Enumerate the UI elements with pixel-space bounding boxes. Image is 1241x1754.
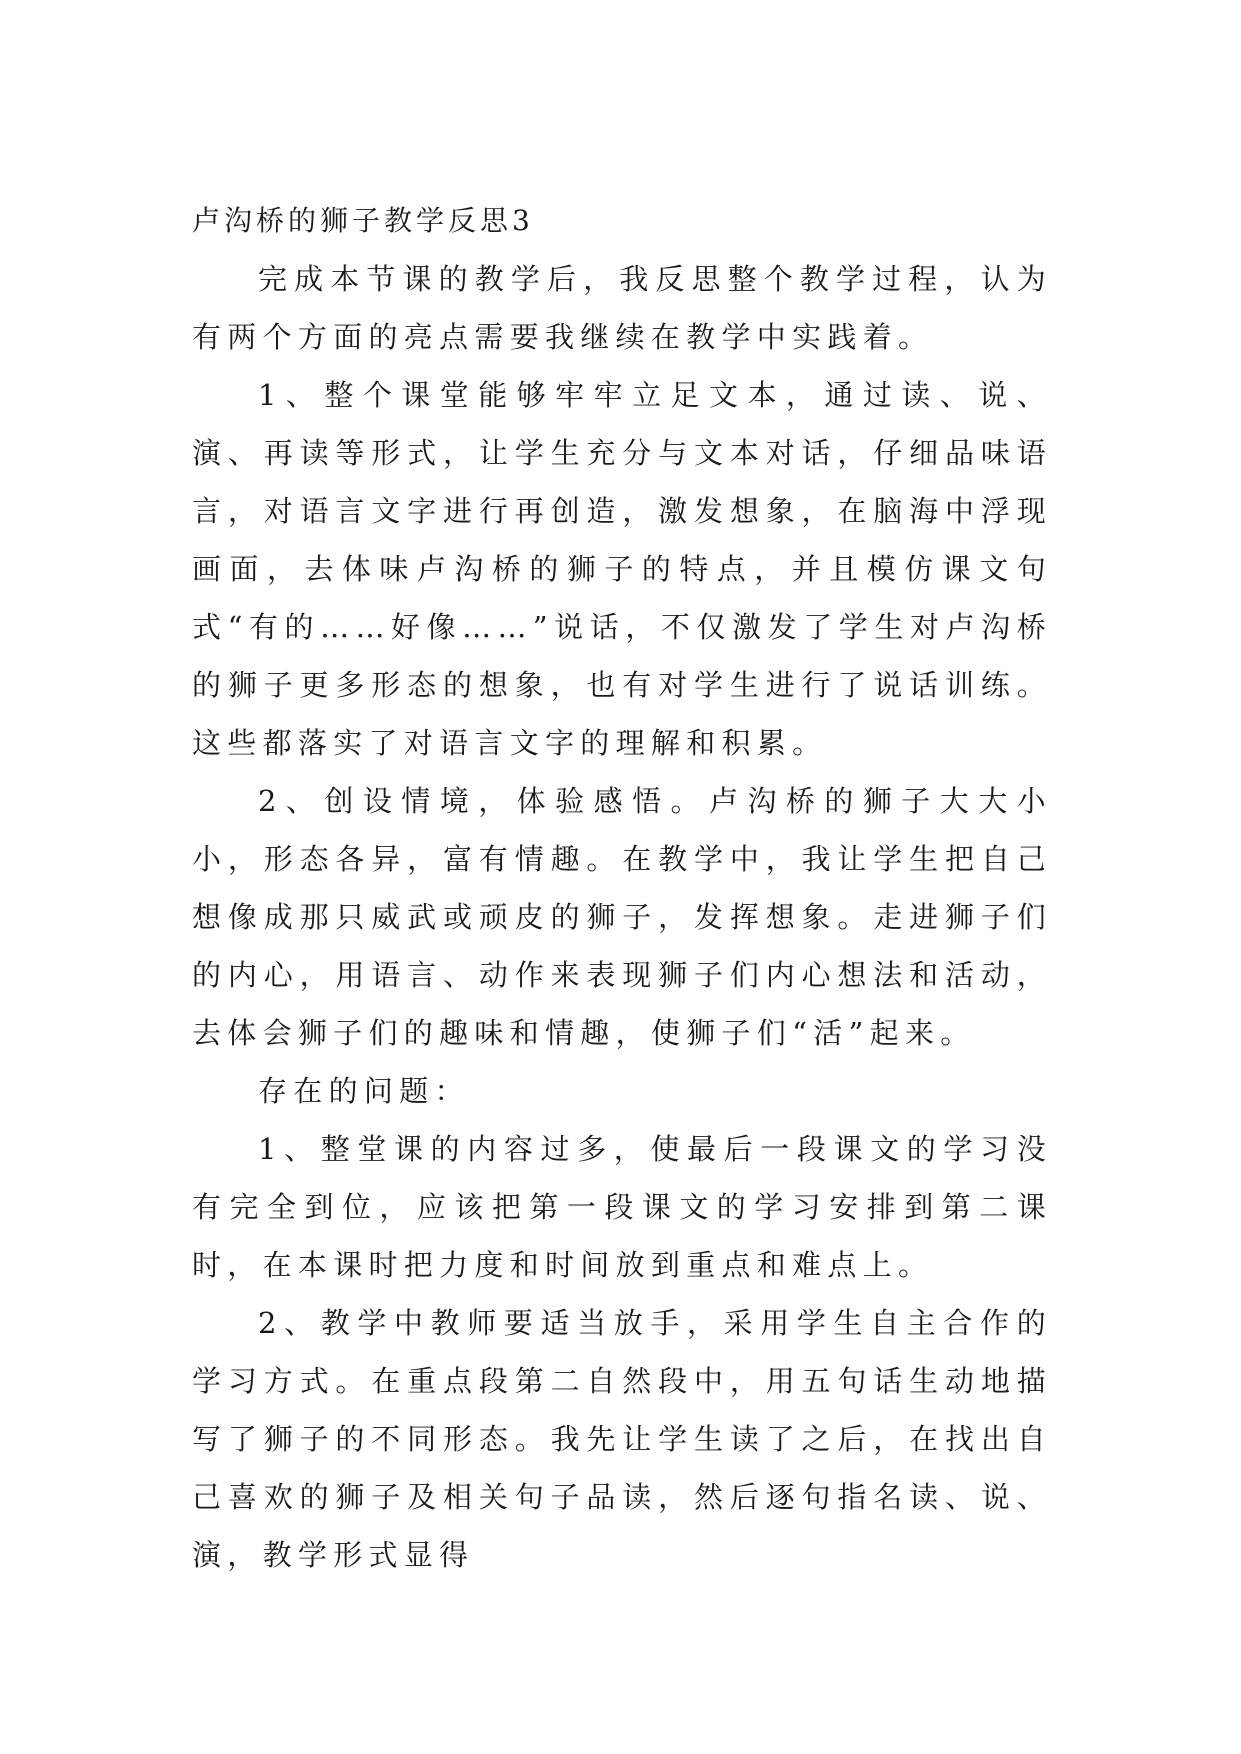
document-title: 卢沟桥的狮子教学反思3 (192, 204, 534, 237)
paragraph-point-1: 1、整个课堂能够牢牢立足文本，通过读、说、演、再读等形式，让学生充分与文本对话，仔细品味语言，对语言文字进行再创造，激发想象，在脑海中浮现画面，去体味卢沟桥的狮子的特点，并且模仿课文句式“有的……好像……”说话，不仅激发了学生对卢沟桥的狮子更多形态的想象，也有对学生进行了说话训练。这些都落实了对语言文字的理解和积累。 (192, 378, 1052, 760)
document-body (192, 192, 1052, 1584)
paragraph-intro: 完成本节课的教学后，我反思整个教学过程，认为有两个方面的亮点需要我继续在教学中实践着。 (192, 262, 1052, 354)
paragraph-problems-heading: 存在的问题： (258, 1074, 470, 1108)
paragraph-problem-1: 1、整堂课的内容过多，使最后一段课文的学习没有完全到位，应该把第一段课文的学习安排到第二课时，在本课时把力度和时间放到重点和难点上。 (192, 1132, 1052, 1282)
paragraph-problem-2: 2、教学中教师要适当放手，采用学生自主合作的学习方式。在重点段第二自然段中，用五句话生动地描写了狮子的不同形态。我先让学生读了之后，在找出自己喜欢的狮子及相关句子品读，然后逐句指名读、说、演，教学形式显得 (192, 1306, 1052, 1572)
paragraph-point-2: 2、创设情境，体验感悟。卢沟桥的狮子大大小小，形态各异，富有情趣。在教学中，我让学生把自己想像成那只威武或顽皮的狮子，发挥想象。走进狮子们的内心，用语言、动作来表现狮子们内心想法和活动，去体会狮子们的趣味和情趣，使狮子们“活”起来。 (192, 784, 1052, 1050)
